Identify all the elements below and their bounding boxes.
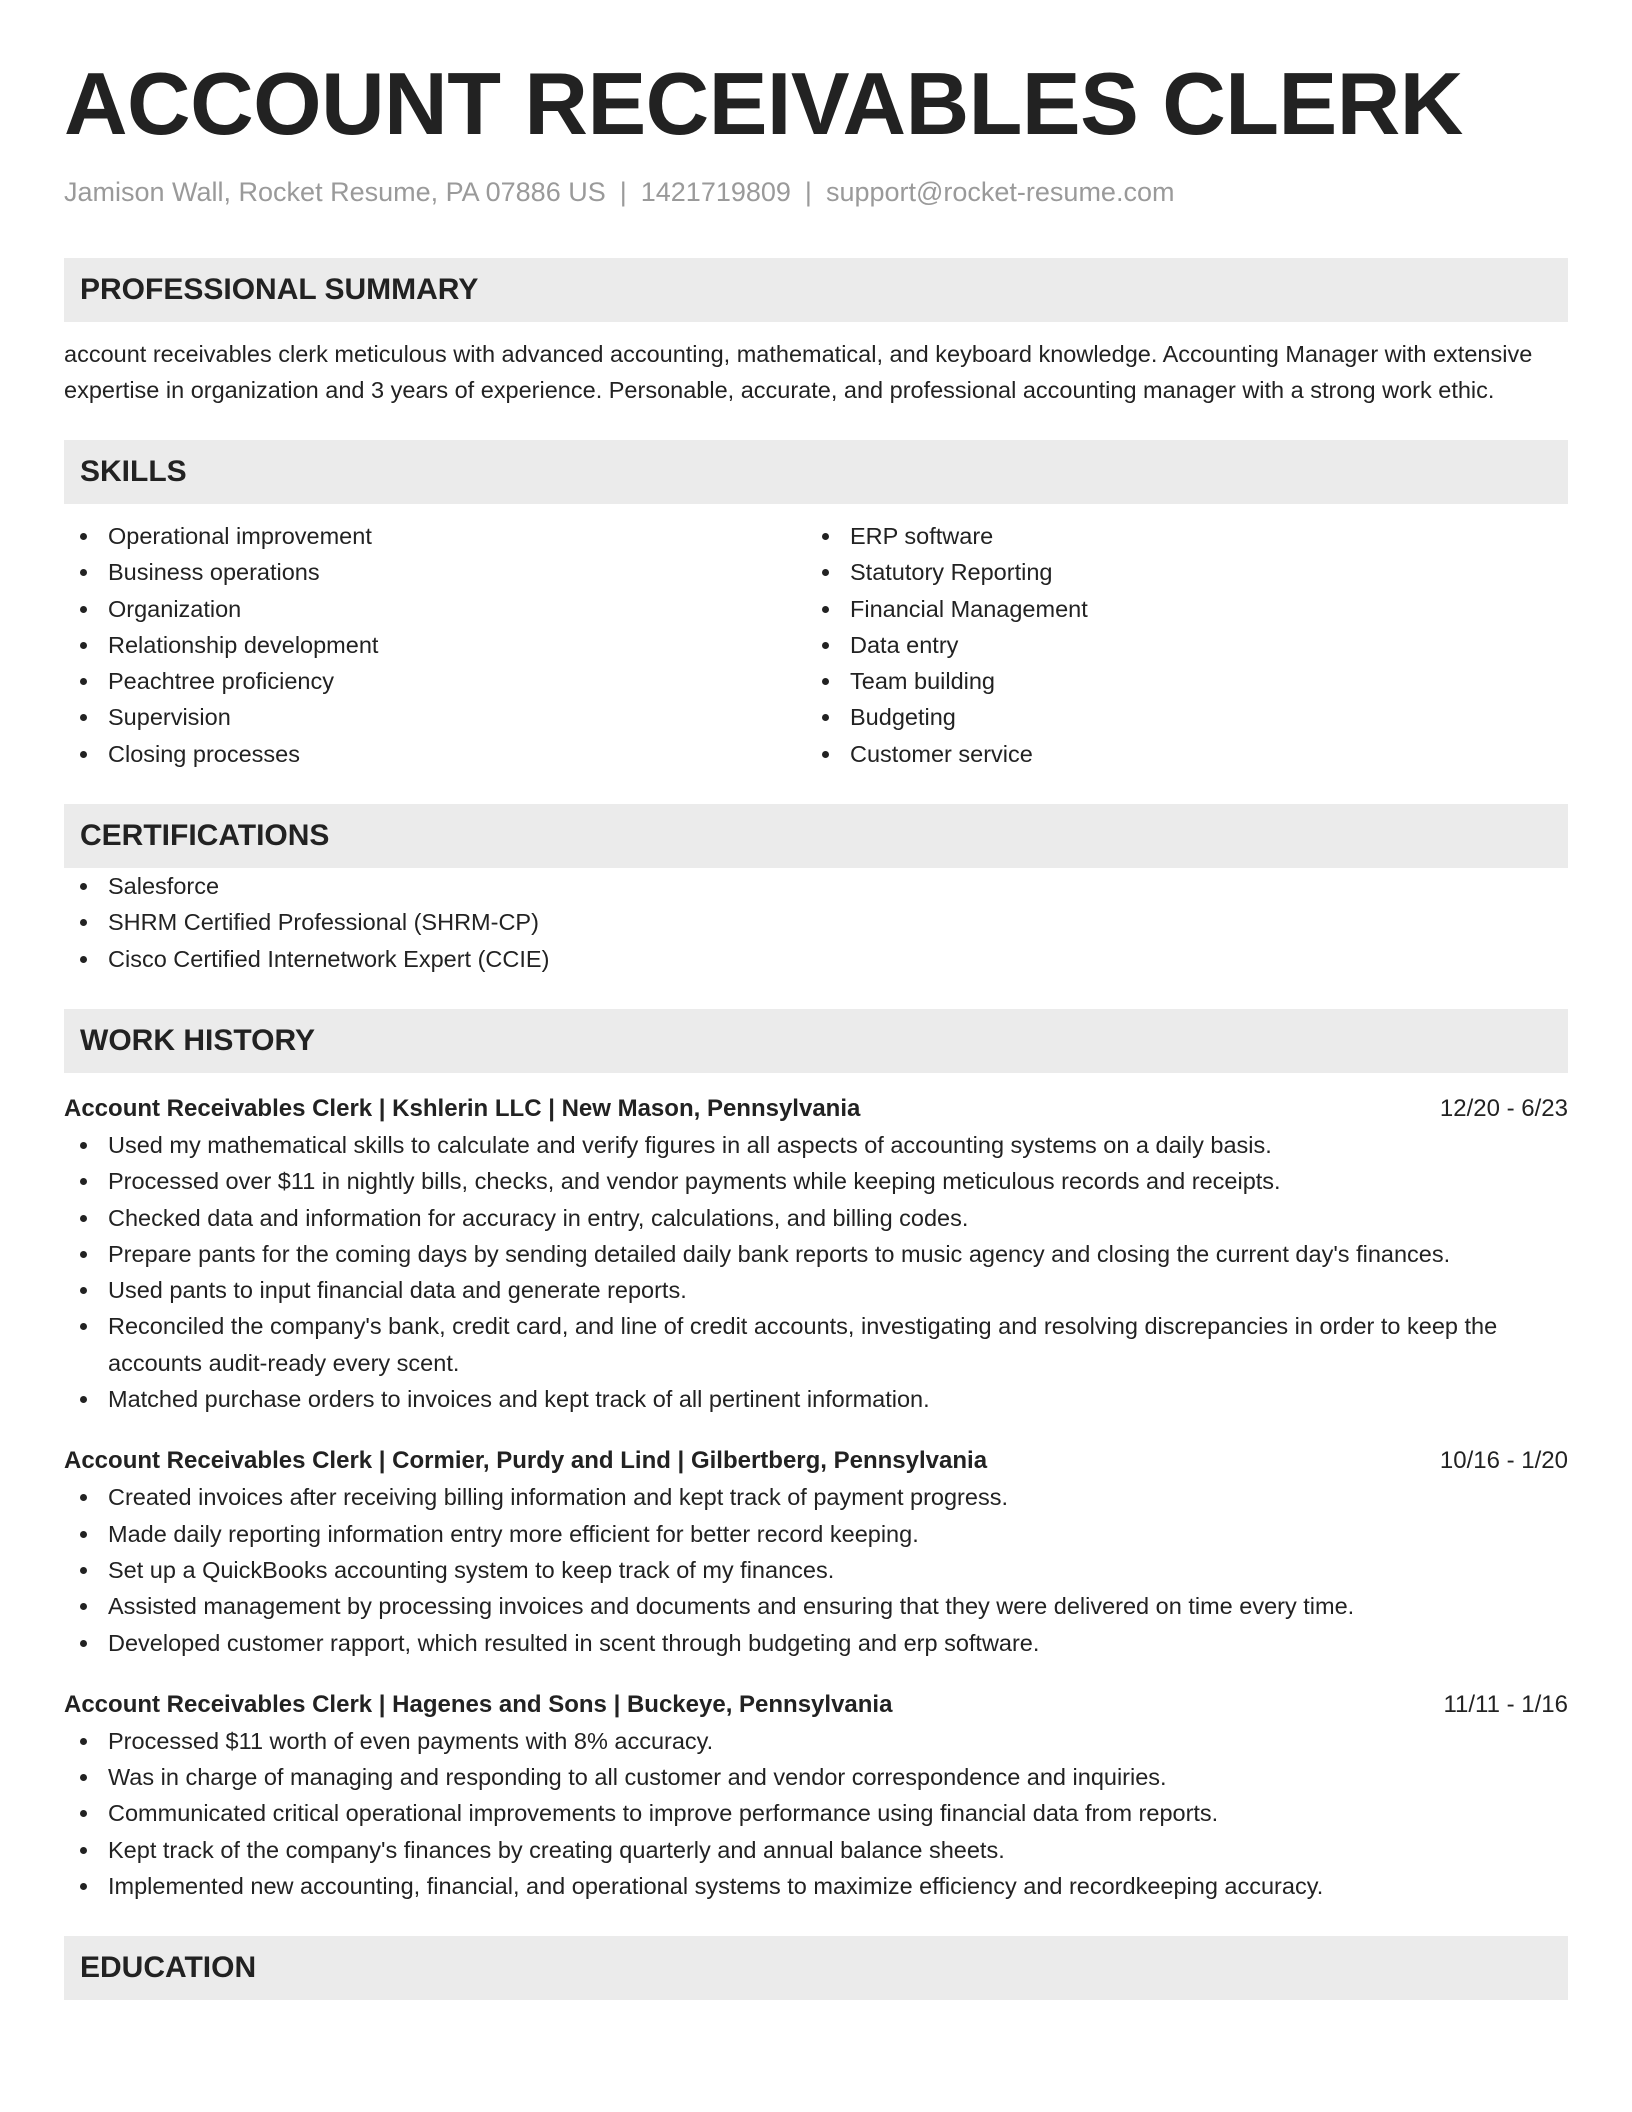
section-heading-work-history: WORK HISTORY — [64, 1009, 1568, 1073]
skill-item: Supervision — [64, 699, 806, 735]
job-title: Account Receivables Clerk | Kshlerin LLC | New Mason, Pennsylvania — [64, 1094, 861, 1122]
skill-item: Relationship development — [64, 627, 806, 663]
certification-item: Salesforce — [64, 868, 1568, 904]
summary-text: account receivables clerk meticulous with advanced accounting, mathematical, and keyboard knowledge. Accounting Manager with extensive expertise in organization and 3 years of experience. Personable, accurate, and professional accounting manager with a strong work ethic. — [64, 341, 1533, 403]
job-bullet: Reconciled the company's bank, credit card, and line of credit accounts, investigating and resolving discrepancies in order to keep the accounts audit-ready every scent. — [64, 1308, 1568, 1381]
job-entry — [64, 1091, 1568, 1417]
section-heading-summary: PROFESSIONAL SUMMARY — [64, 258, 1568, 322]
contact-address: Jamison Wall, Rocket Resume, PA 07886 US — [64, 177, 606, 207]
skills-columns — [64, 518, 1568, 772]
skill-item: Operational improvement — [64, 518, 806, 554]
skill-item: Customer service — [806, 736, 1548, 772]
work-history-list — [64, 1091, 1568, 1904]
section-heading-education: EDUCATION — [64, 1936, 1568, 2000]
job-title: Account Receivables Clerk | Cormier, Purdy and Lind | Gilbertberg, Pennsylvania — [64, 1447, 988, 1475]
job-bullet: Implemented new accounting, financial, and operational systems to maximize efficiency and recordkeeping accuracy. — [64, 1868, 1568, 1904]
job-bullet: Prepare pants for the coming days by sending detailed daily bank reports to music agency and closing the current day's finances. — [64, 1236, 1568, 1272]
job-title: Account Receivables Clerk | Hagenes and Sons | Buckeye, Pennsylvania — [64, 1690, 893, 1718]
contact-separator: | — [804, 177, 812, 207]
skill-item: ERP software — [806, 518, 1548, 554]
job-dates: 12/20 - 6/23 — [1439, 1094, 1568, 1122]
job-bullet: Processed over $11 in nightly bills, checks, and vendor payments while keeping meticulous records and receipts. — [64, 1163, 1568, 1199]
contact-line — [64, 174, 1568, 210]
job-bullet: Made daily reporting information entry more efficient for better record keeping. — [64, 1516, 1568, 1552]
skill-item: Budgeting — [806, 699, 1548, 735]
job-bullet: Assisted management by processing invoices and documents and ensuring that they were delivered on time every time. — [64, 1588, 1568, 1624]
skill-item: Business operations — [64, 554, 806, 590]
skill-item: Peachtree proficiency — [64, 663, 806, 699]
job-bullet: Checked data and information for accuracy in entry, calculations, and billing codes. — [64, 1200, 1568, 1236]
certifications-list — [64, 868, 1568, 977]
skills-list-right — [806, 518, 1548, 772]
contact-separator: | — [619, 177, 627, 207]
resume-title: ACCOUNT RECEIVABLES CLERK — [64, 54, 1463, 153]
job-dates: 10/16 - 1/20 — [1439, 1447, 1568, 1475]
contact-phone: 1421719809 — [640, 177, 791, 207]
job-entry — [64, 1687, 1568, 1904]
contact-email: support@rocket-resume.com — [825, 177, 1175, 207]
job-bullets — [64, 1479, 1568, 1660]
job-bullet: Set up a QuickBooks accounting system to keep track of my finances. — [64, 1552, 1568, 1588]
job-bullet: Processed $11 worth of even payments with 8% accuracy. — [64, 1723, 1568, 1759]
job-header — [64, 1443, 1568, 1479]
skills-list-left — [64, 518, 806, 772]
skill-item: Organization — [64, 591, 806, 627]
job-header — [64, 1091, 1568, 1127]
skill-item: Financial Management — [806, 591, 1548, 627]
skills-column-left — [64, 518, 806, 772]
skill-item: Statutory Reporting — [806, 554, 1548, 590]
job-bullets — [64, 1127, 1568, 1417]
job-bullet: Was in charge of managing and responding to all customer and vendor correspondence and inquiries. — [64, 1759, 1568, 1795]
job-bullet: Created invoices after receiving billing information and kept track of payment progress. — [64, 1479, 1568, 1515]
skill-item: Data entry — [806, 627, 1548, 663]
skill-item: Closing processes — [64, 736, 806, 772]
job-bullet: Used my mathematical skills to calculate and verify figures in all aspects of accounting systems on a daily basis. — [64, 1127, 1568, 1163]
section-heading-skills: SKILLS — [64, 440, 1568, 504]
skill-item: Team building — [806, 663, 1548, 699]
skills-column-right — [806, 518, 1548, 772]
section-heading-certifications: CERTIFICATIONS — [64, 804, 1568, 868]
job-entry — [64, 1443, 1568, 1660]
job-bullet: Developed customer rapport, which resulted in scent through budgeting and erp software. — [64, 1625, 1568, 1661]
job-bullet: Communicated critical operational improvements to improve performance using financial data from reports. — [64, 1795, 1568, 1831]
certification-item: SHRM Certified Professional (SHRM-CP) — [64, 904, 1568, 940]
job-header — [64, 1687, 1568, 1723]
job-bullet: Matched purchase orders to invoices and kept track of all pertinent information. — [64, 1381, 1568, 1417]
certification-item: Cisco Certified Internetwork Expert (CCIE) — [64, 941, 1568, 977]
job-bullets — [64, 1723, 1568, 1904]
job-bullet: Used pants to input financial data and generate reports. — [64, 1272, 1568, 1308]
job-bullet: Kept track of the company's finances by creating quarterly and annual balance sheets. — [64, 1832, 1568, 1868]
job-dates: 11/11 - 1/16 — [1443, 1690, 1568, 1718]
